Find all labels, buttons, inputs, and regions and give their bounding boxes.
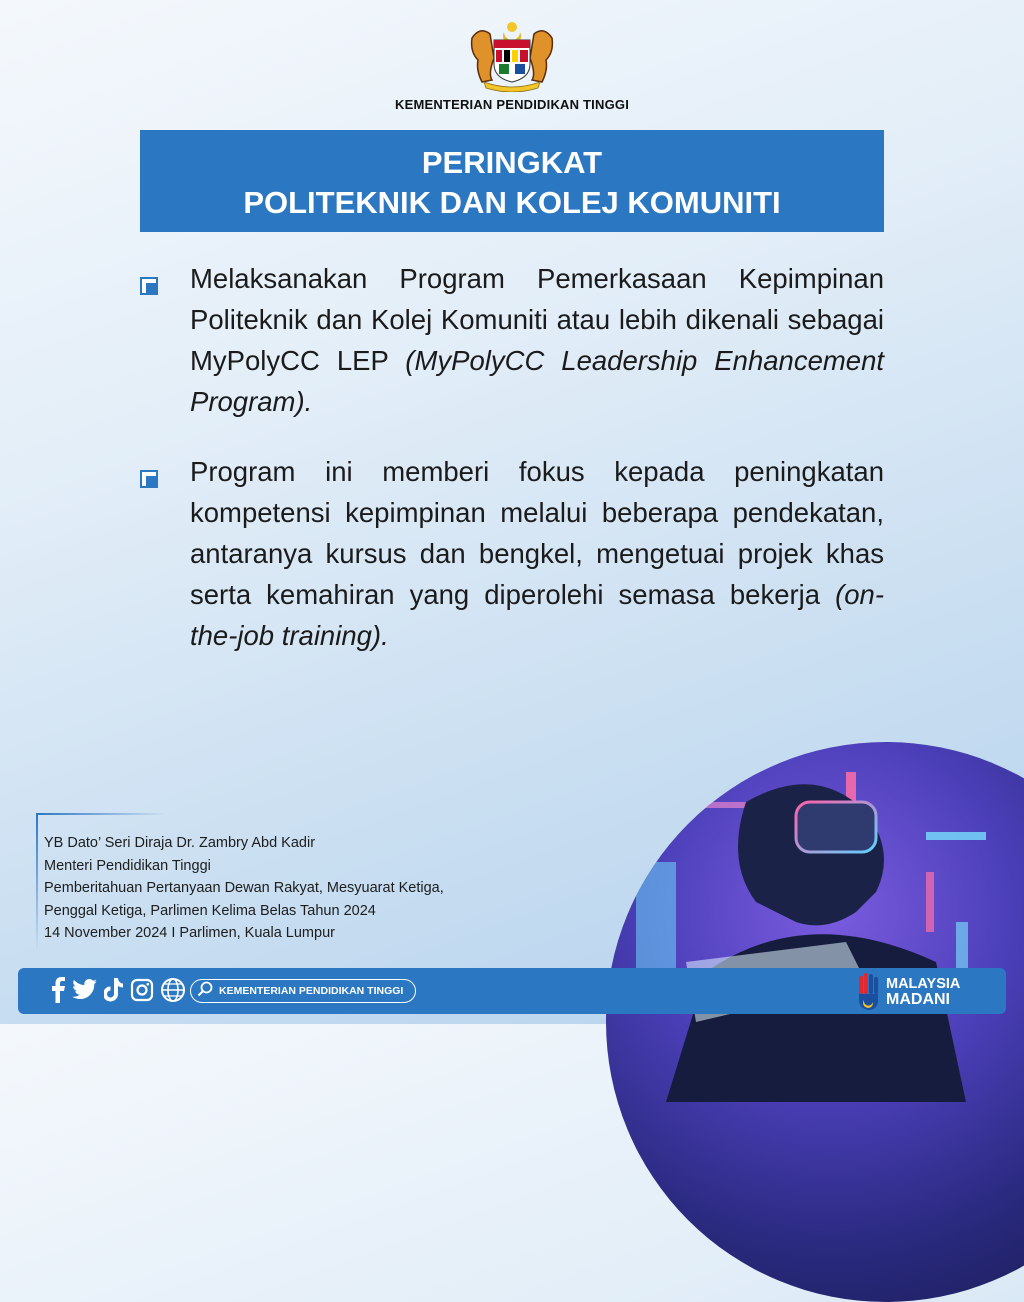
vr-gamer-illustration xyxy=(606,742,1024,1302)
point-1-italic: (MyPolyCC Leadership Enhancement Program). xyxy=(190,345,885,417)
search-bar[interactable] xyxy=(190,979,416,1003)
malaysia-madani-logo xyxy=(856,972,1006,1012)
signature-title: Menteri Pendidikan Tinggi xyxy=(44,857,211,874)
madani-brand-line-2: MADANI xyxy=(886,991,950,1008)
point-2 xyxy=(190,451,884,656)
coat-of-arms-logo xyxy=(466,18,558,92)
instagram-icon[interactable] xyxy=(130,978,154,1007)
title-line-2: POLITEKNIK DAN KOLEJ KOMUNITI xyxy=(243,185,781,220)
search-label: KEMENTERIAN PENDIDIKAN TINGGI xyxy=(219,985,404,997)
signature-divider-vertical xyxy=(36,813,38,953)
point-2-italic: (on-the-job training). xyxy=(190,579,884,651)
point-2-text: Program ini memberi fokus kepada peningkatan kompetensi kepimpinan melalui beberapa pendekatan, antaranya kursus dan bengkel, mengetuai projek khas serta kemahiran yang diperolehi semasa bekerja xyxy=(190,456,884,610)
signature-source-2: Penggal Ketiga, Parlimen Kelima Belas Tahun 2024 xyxy=(44,902,376,919)
madani-hand-icon xyxy=(856,972,882,1012)
madani-brand-line-1: MALAYSIA xyxy=(886,976,961,992)
vr-gamer-image xyxy=(606,742,1024,1302)
globe-icon[interactable] xyxy=(160,977,186,1008)
signature-divider xyxy=(36,813,166,815)
title-line-1: PERINGKAT xyxy=(421,145,603,180)
signature-source-1: Pemberitahuan Pertanyaan Dewan Rakyat, Mesyuarat Ketiga, xyxy=(44,880,444,896)
point-1-text: Melaksanakan Program Pemerkasaan Kepimpinan Politeknik dan Kolej Komuniti atau lebih dikenali sebagai MyPolyCC LEP xyxy=(190,263,884,376)
signature-name: YB Dato’ Seri Diraja Dr. Zambry Abd Kadir xyxy=(44,835,316,851)
bullet-icon xyxy=(140,470,158,488)
tiktok-icon[interactable] xyxy=(104,978,124,1007)
ministry-name: KEMENTERIAN PENDIDIKAN TINGGI xyxy=(394,97,630,112)
social-links xyxy=(50,978,186,1006)
title-banner xyxy=(140,130,884,232)
search-icon xyxy=(197,981,213,1002)
facebook-icon[interactable] xyxy=(50,977,66,1008)
twitter-icon[interactable] xyxy=(72,979,98,1006)
signature-date: 14 November 2024 I Parlimen, Kuala Lumpur xyxy=(44,925,335,941)
bullet-icon xyxy=(140,277,158,295)
point-1 xyxy=(190,258,884,422)
signature-block xyxy=(44,832,444,945)
